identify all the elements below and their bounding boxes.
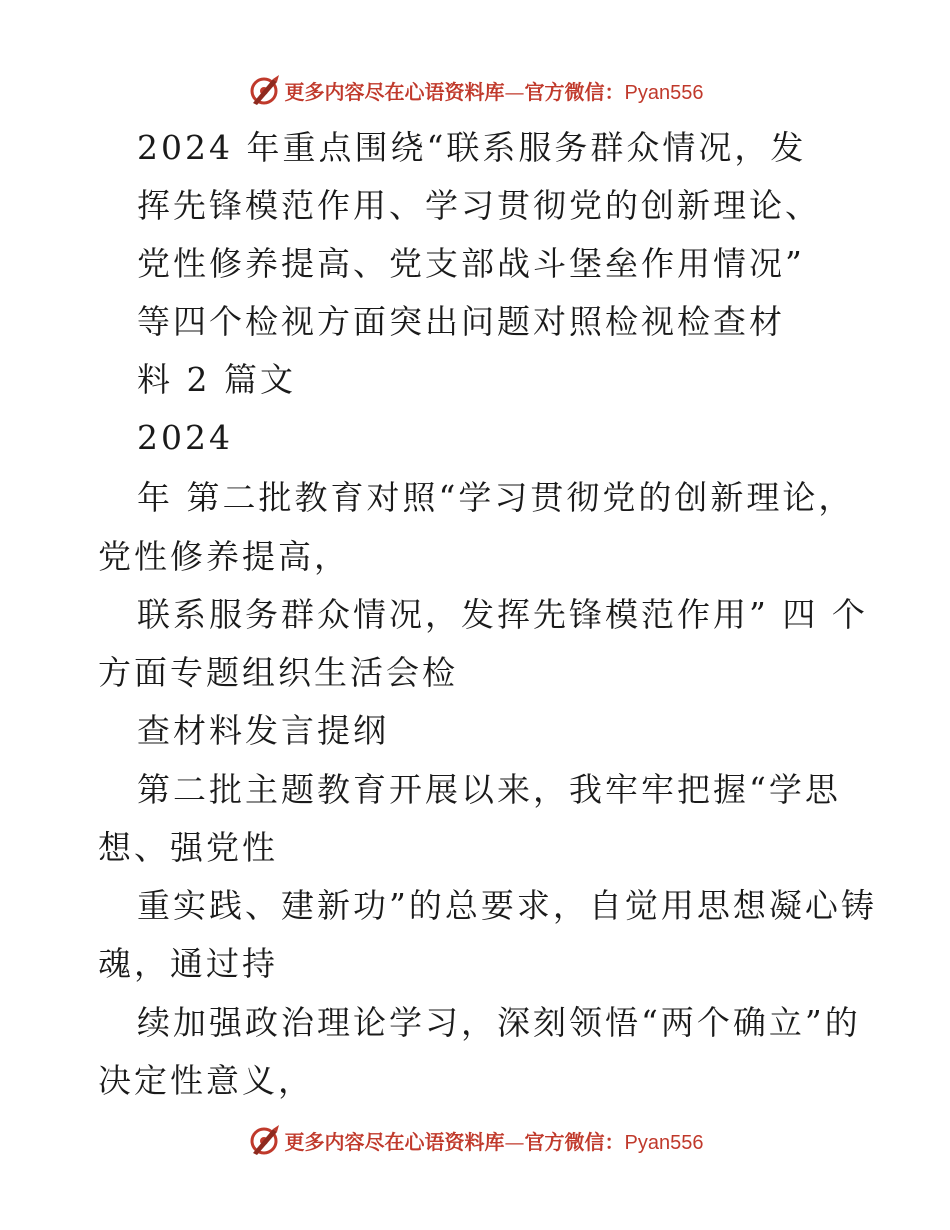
watermark-wechat-label: 官方微信：	[524, 79, 625, 104]
body-line: 2024	[137, 418, 233, 457]
watermark-wechat-label: 官方微信：	[524, 1129, 625, 1154]
body-line: 年 第二批教育对照“学习贯彻党的创新理论，	[137, 478, 855, 517]
body-line: 党性修养提高，	[98, 537, 350, 576]
body-line: 决定性意义，	[98, 1061, 314, 1100]
title-line: 2024 年重点围绕“联系服务群众情况，发	[137, 128, 807, 167]
body-line: 方面专题组织生活会检	[98, 653, 458, 692]
quill-logo-icon	[247, 1123, 281, 1157]
body-line: 续加强政治理论学习，深刻领悟“两个确立”的	[137, 1003, 861, 1042]
watermark-text: 更多内容尽在心语资料库	[284, 1129, 505, 1154]
body-line: 想、强党性	[98, 828, 278, 867]
body-line: 第二批主题教育开展以来，我牢牢把握“学思	[137, 770, 841, 809]
body-line: 联系服务群众情况，发挥先锋模范作用” 四 个	[137, 595, 868, 634]
title-line: 党性修养提高、党支部战斗堡垒作用情况”	[137, 244, 805, 283]
title-line: 挥先锋模范作用、学习贯彻党的创新理论、	[137, 186, 821, 225]
watermark-dash: —	[504, 79, 525, 104]
title-line: 等四个检视方面突出问题对照检视检查材	[137, 302, 785, 341]
watermark-dash: —	[504, 1129, 525, 1154]
body-line: 重实践、建新功”的总要求，自觉用思想凝心铸	[137, 886, 877, 925]
watermark-wechat-id: Pyan556	[624, 1131, 704, 1154]
body-line: 魂，通过持	[98, 944, 278, 983]
watermark-wechat-id: Pyan556	[624, 81, 704, 104]
body-line: 查材料发言提纲	[137, 711, 389, 750]
watermark-text: 更多内容尽在心语资料库	[284, 79, 505, 104]
footer-watermark	[0, 1120, 950, 1160]
title-line: 料 2 篇文	[137, 360, 296, 399]
